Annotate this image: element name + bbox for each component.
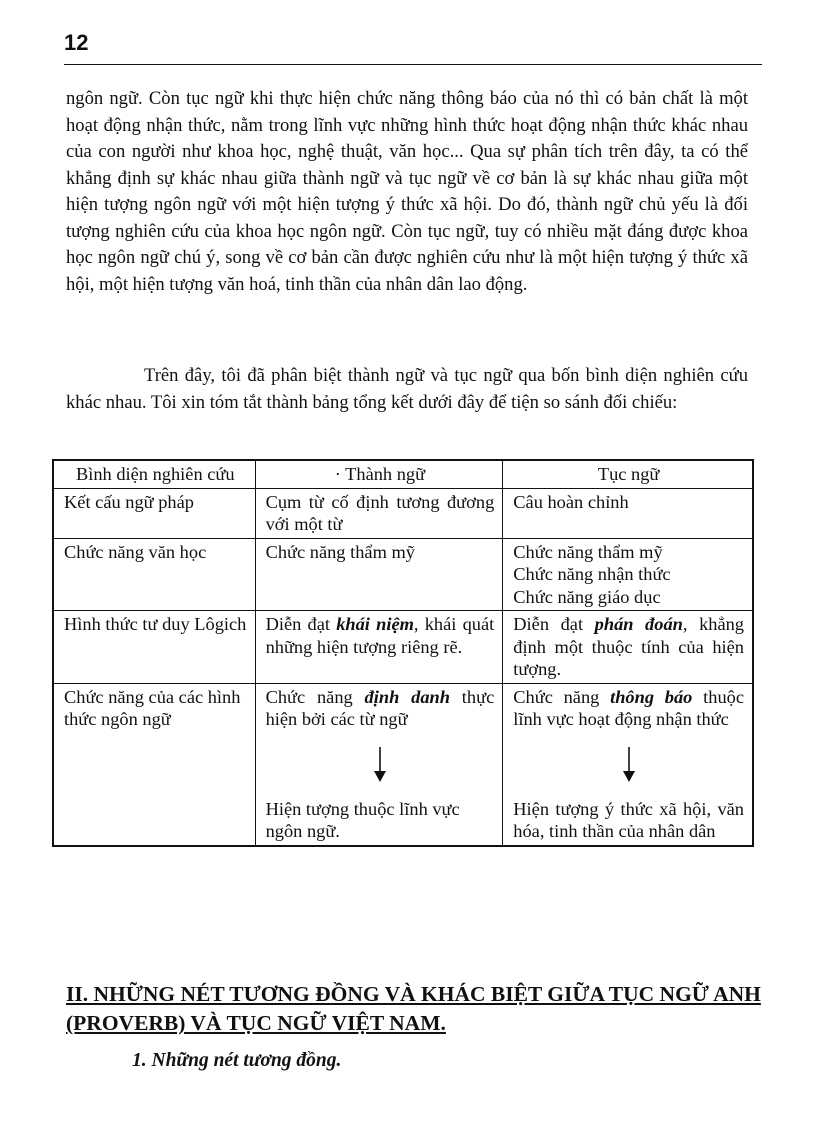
table-row <box>53 683 753 846</box>
result-text: Hiện tượng ý thức xã hội, văn hóa, tinh thần của nhân dân <box>513 798 744 841</box>
emphasis-term: phán đoán <box>594 614 683 634</box>
text-span: , khẳng định một thuộc tính của hiện tượng. <box>513 614 745 679</box>
row-thanh-ngu <box>255 683 503 846</box>
header-thanh-ngu: · Thành ngữ <box>255 460 503 488</box>
row-tuc-ngu <box>503 611 753 684</box>
row-aspect: Chức năng văn học <box>53 538 255 611</box>
function-line: Chức năng giáo dục <box>513 586 661 607</box>
row-tuc-ngu: Câu hoàn chỉnh <box>503 488 753 538</box>
header-rule <box>64 64 762 65</box>
down-arrow-icon <box>266 731 495 798</box>
text-span: thuộc lĩnh vực hoạt động nhận thức <box>513 686 744 729</box>
text-span: Diễn đạt <box>513 614 595 634</box>
text-span: Chức năng <box>265 686 365 707</box>
row-aspect: Chức năng của các hình thức ngôn ngữ <box>53 683 255 846</box>
paragraph-summary-intro: Trên đây, tôi đã phân biệt thành ngữ và tục ngữ qua bốn bình diện nghiên cứu khác nhau. Tôi xin tóm tắt thành bảng tổng kết dưới đây để tiện so sánh đối chiếu: <box>66 365 748 413</box>
section-heading: II. NHỮNG NÉT TƯƠNG ĐỒNG VÀ KHÁC BIỆT GIỮA TỤC NGỮ ANH (PROVERB) VÀ TỤC NGỮ VIỆT NAM. <box>66 982 761 1035</box>
row-thanh-ngu <box>255 611 503 684</box>
text-span: Diễn đạt <box>265 614 337 634</box>
page-number: 12 <box>64 30 89 55</box>
row-thanh-ngu: Cụm từ cố định tương đương với một từ <box>255 488 503 538</box>
emphasis-term: định danh <box>364 686 450 707</box>
header-aspect: Bình diện nghiên cứu <box>53 460 255 488</box>
row-thanh-ngu: Chức năng thẩm mỹ <box>255 538 503 611</box>
function-line: Chức năng thẩm mỹ <box>513 541 663 562</box>
text-span: , khái quát những hiện tượng riêng rẽ. <box>265 614 495 657</box>
row-aspect: Hình thức tư duy Lôgich <box>53 611 255 684</box>
subsection-heading: 1. Những nét tương đồng. <box>132 1050 342 1071</box>
table-row <box>53 538 753 611</box>
function-line: Chức năng nhận thức <box>513 564 671 584</box>
comparison-table <box>52 459 754 847</box>
row-tuc-ngu <box>503 683 753 846</box>
table-row <box>53 611 753 684</box>
table-header-row <box>53 460 753 488</box>
text-span: Chức năng <box>513 686 611 707</box>
table-row <box>53 488 753 538</box>
paragraph-continuation: ngôn ngữ. Còn tục ngữ khi thực hiện chức năng thông báo của nó thì có bản chất là một hoạt động nhận thức, nằm trong lĩnh vực những hình thức hoạt động nhận thức khác nhau của con người như khoa học, nghệ thuật, văn học... Qua sự phân tích trên đây, ta có thể khẳng định sự khác nhau giữa thành ngữ và tục ngữ về cơ bản là sự khác nhau giữa một hiện tượng ngôn ngữ với một hiện tượng ý thức xã hội. Do đó, thành ngữ chủ yếu là đối tượng nghiên cứu của khoa học ngôn ngữ. Còn tục ngữ, tuy có nhiều mặt đáng được khoa học ngôn ngữ chú ý, song về cơ bản cần được nghiên cứu như là một hiện tượng ý thức xã hội, một hiện tượng văn hoá, tinh thần của nhân dân lao động. <box>66 88 748 295</box>
text-span: thực hiện bởi các từ ngữ <box>265 686 495 729</box>
header-tuc-ngu: Tục ngữ <box>503 460 753 488</box>
result-text: Hiện tượng thuộc lĩnh vực ngôn ngữ. <box>265 798 460 841</box>
emphasis-term: thông báo <box>610 686 693 707</box>
row-tuc-ngu <box>503 538 753 611</box>
emphasis-term: khái niệm <box>336 614 414 634</box>
down-arrow-icon <box>513 731 744 798</box>
row-aspect: Kết cấu ngữ pháp <box>53 488 255 538</box>
